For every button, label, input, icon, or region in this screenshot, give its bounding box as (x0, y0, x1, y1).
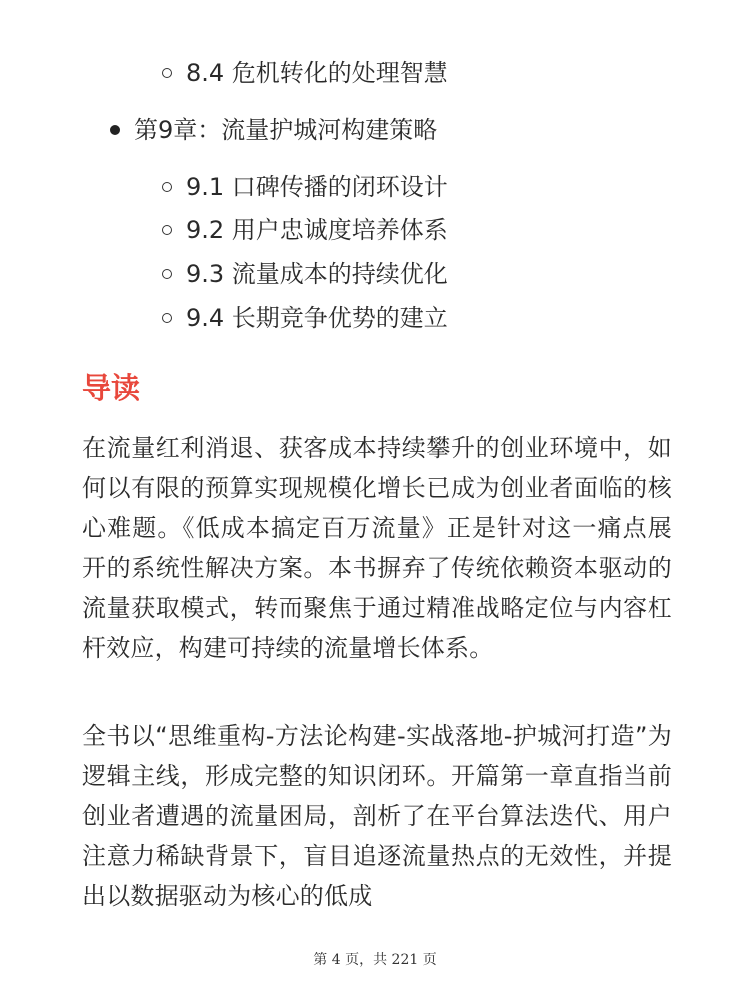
toc-item[interactable] (162, 172, 448, 202)
toc-item-label: 第9章：流量护城河构建策略 (134, 116, 438, 144)
section-heading: 导读 (82, 371, 141, 405)
intro-paragraph-2: 全书以“思维重构-方法论构建-实战落地-护城河打造”为逻辑主线，形成完整的知识闭环。开篇第一章直指当前创业者遭遇的流量困局，剖析了在平台算法迭代、用户注意力稀缺背景下，盲目追逐流量热点的无效性，并提出以数据驱动为核心的低成 (82, 722, 672, 910)
hollow-bullet-icon (162, 182, 172, 192)
toc-item[interactable] (162, 58, 448, 88)
toc-item-label: 9.2 用户忠诚度培养体系 (186, 216, 448, 244)
toc-item-label: 8.4 危机转化的处理智慧 (186, 59, 448, 87)
toc-item-label: 9.1 口碑传播的闭环设计 (186, 173, 448, 201)
toc-item[interactable] (162, 215, 448, 245)
hollow-bullet-icon (162, 313, 172, 323)
toc-chapter-item[interactable] (110, 115, 437, 145)
intro-paragraph-1: 在流量红利消退、获客成本持续攀升的创业环境中，如何以有限的预算实现规模化增长已成为创业者面临的核心难题。《低成本搞定百万流量》正是针对这一痛点展开的系统性解决方案。本书摒弃了传统依赖资本驱动的流量获取模式，转而聚焦于通过精准战略定位与内容杠杆效应，构建可持续的流量增长体系。 (82, 434, 672, 662)
toc-item[interactable] (162, 259, 448, 289)
hollow-bullet-icon (162, 269, 172, 279)
toc-item-label: 9.3 流量成本的持续优化 (186, 260, 448, 288)
hollow-bullet-icon (162, 225, 172, 235)
toc-item-label: 9.4 长期竞争优势的建立 (186, 304, 448, 332)
page-number: 第 4 页，共 221 页 (313, 952, 437, 968)
toc-item[interactable] (162, 303, 448, 333)
solid-bullet-icon (110, 125, 120, 135)
hollow-bullet-icon (162, 68, 172, 78)
